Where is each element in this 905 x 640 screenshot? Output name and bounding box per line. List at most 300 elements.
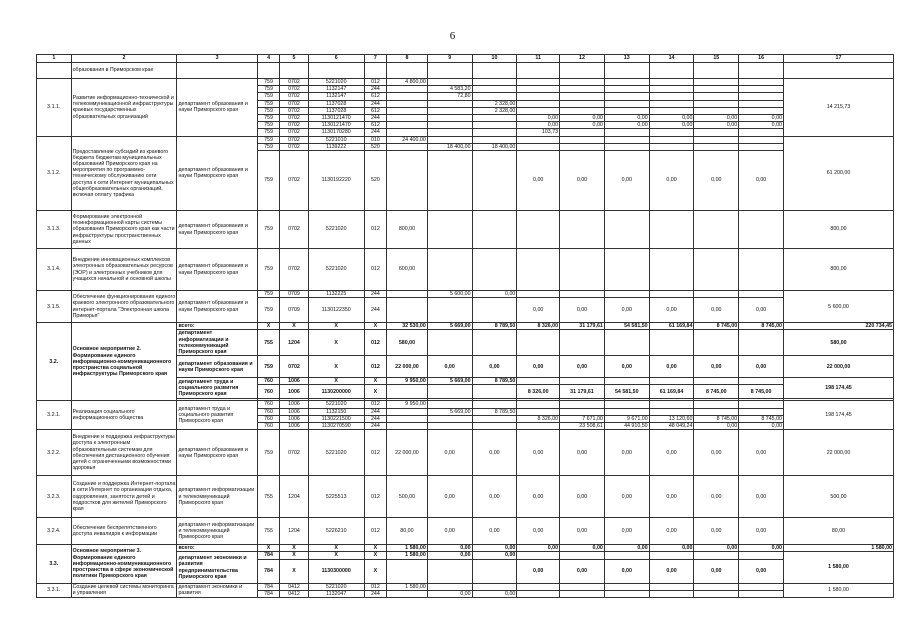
table-cell [739,291,784,298]
table-cell [517,211,560,249]
table-cell [739,408,784,415]
table-cell: 4 583,20 [427,86,472,93]
table-cell: 31 179,61 [560,385,605,399]
table-cell: 0,00 [560,430,605,476]
table-cell: X [364,559,386,583]
table-cell: 244 [364,129,386,136]
table-cell: X [308,323,364,330]
table-cell [387,423,428,430]
table-cell: 1137028 [308,100,364,107]
table-row [37,211,894,249]
table-cell: 759 [257,129,279,136]
table-cell [387,93,428,100]
table-cell: 8 789,50 [472,323,517,330]
table-cell: 600,00 [387,249,428,291]
table-cell: 5221020 [308,583,364,590]
table-cell: 0,00 [517,430,560,476]
table-cell: 0,00 [604,430,649,476]
table-cell: 0,00 [517,559,560,583]
table-cell: 1 580,00 [387,545,428,552]
table-cell: 72,80 [427,93,472,100]
table-cell: департамент образования и науки Приморского края [177,430,257,476]
table-cell [739,107,784,114]
table-cell [604,249,649,291]
table-cell [560,291,605,298]
table-cell [649,583,694,590]
table-cell: 0,00 [604,151,649,211]
table-cell: 0,00 [694,151,739,211]
table-cell: 0,00 [560,151,605,211]
table-cell [517,100,560,107]
table-cell [472,115,517,122]
column-header: 1 [37,55,72,63]
table-cell: Формирование электронной геоинформационной карты системы образования Приморского края как части инфраструктуры пространственных данных [71,211,177,249]
table-cell: 61 200,00 [783,136,893,210]
budget-table [36,54,894,598]
table-cell: 0412 [280,590,308,597]
table-cell: 0,00 [739,518,784,545]
table-cell: 54 581,50 [604,323,649,330]
table-cell: 0,00 [694,559,739,583]
table-cell [739,93,784,100]
table-cell: Предоставление субсидий из краевого бюджета бюджетам муниципальных образований Приморского края на мероприятия по программно-техническому обслуживанию сети доступа к сети Интернет муниципальных общеобразовательных организаций, включая оплату трафика [71,136,177,210]
table-cell: 244 [364,291,386,298]
table-cell: 1204 [280,518,308,545]
table-cell [604,107,649,114]
table-cell [560,211,605,249]
table-cell [517,378,560,385]
table-cell [427,330,472,356]
table-cell: 61 169,84 [649,323,694,330]
table-cell: 5221010 [308,136,364,143]
column-header: 4 [257,55,279,63]
table-cell [604,143,649,150]
table-cell: 0,00 [472,545,517,552]
table-cell [694,86,739,93]
table-cell [694,129,739,136]
table-cell: 1130221500 [308,415,364,422]
table-cell [649,330,694,356]
table-cell [427,211,472,249]
table-cell [739,136,784,143]
table-cell: 0,00 [649,476,694,518]
table-cell [427,129,472,136]
table-cell: 1006 [280,408,308,415]
table-cell: Реализация социального информационного общества [71,401,177,430]
table-cell [739,249,784,291]
table-cell [649,408,694,415]
table-cell [739,583,784,590]
table-cell: 0,00 [517,122,560,129]
table-cell: департамент информатизации и телекоммуникаций Приморского края [177,476,257,518]
table-cell: 759 [257,107,279,114]
table-cell: 0702 [280,211,308,249]
table-cell: 0,00 [517,518,560,545]
table-cell: 0702 [280,122,308,129]
table-cell [387,408,428,415]
table-cell [427,122,472,129]
table-cell: 0,00 [472,552,517,559]
table-cell: 1139222 [308,143,364,150]
table-cell: 14 215,73 [783,79,893,137]
table-cell [604,330,649,356]
table-cell: 5 600,00 [783,291,893,323]
table-cell: 44 910,50 [604,423,649,430]
table-cell [257,63,279,79]
table-cell [472,86,517,93]
table-cell [517,590,560,597]
table-cell: 1006 [280,385,308,399]
table-cell: 54 581,50 [604,385,649,399]
table-cell [517,552,560,559]
table-cell: 0,00 [517,115,560,122]
table-cell: 0709 [280,291,308,298]
table-cell [387,63,428,79]
table-cell: 0702 [280,129,308,136]
table-cell: 3.3. [37,545,72,583]
table-cell: 012 [364,518,386,545]
table-cell: департамент образования и науки Приморского края [177,291,257,323]
table-cell: 0,00 [739,151,784,211]
table-cell: 1 580,00 [783,545,893,552]
table-cell [604,93,649,100]
table-cell: 012 [364,430,386,476]
table-cell: 3.1.3. [37,211,72,249]
table-cell: X [280,552,308,559]
table-cell: 1130170280 [308,129,364,136]
table-cell: 9 950,00 [387,378,428,385]
table-row [37,401,894,408]
table-cell: 3.3.1. [37,583,72,597]
table-cell [649,291,694,298]
table-cell: 755 [257,476,279,518]
table-cell: 759 [257,151,279,211]
table-cell: 18 400,00 [472,143,517,150]
table-cell: департамент экономики и развития предпринимательства Приморского края [177,552,257,583]
table-cell [517,423,560,430]
table-cell [387,385,428,399]
table-cell: 3.2.4. [37,518,72,545]
table-cell: Создание и поддержка Интернет-портала в сети Интернет по организации отдыха, оздоровления, занятости детей и подростков для жителей Приморского края [71,476,177,518]
table-cell: 24 400,00 [387,136,428,143]
table-cell [604,63,649,79]
table-cell: 1204 [280,330,308,356]
table-cell [560,590,605,597]
table-cell: 0,00 [517,151,560,211]
table-cell [649,93,694,100]
table-cell [177,63,257,79]
table-cell [604,552,649,559]
table-cell [649,552,694,559]
table-row [37,291,894,298]
table-cell [427,249,472,291]
table-row [37,476,894,518]
table-cell: 759 [257,143,279,150]
column-header: 16 [739,55,784,63]
table-cell: 2 328,00 [472,100,517,107]
table-cell: 0,00 [604,298,649,323]
table-cell: 5221020 [308,430,364,476]
table-cell: 22 000,00 [387,430,428,476]
column-header: 11 [517,55,560,63]
table-cell: департамент образования и науки Приморского края [177,211,257,249]
table-cell: 0,00 [427,430,472,476]
page-number: 6 [449,30,456,42]
table-cell: 0702 [280,79,308,86]
table-cell: 0,00 [649,151,694,211]
table-cell [694,100,739,107]
table-cell [649,401,694,408]
table-cell: 1006 [280,423,308,430]
table-cell [604,211,649,249]
table-cell: 244 [364,415,386,422]
table-cell: 0,00 [694,545,739,552]
table-cell: 31 179,61 [560,323,605,330]
table-cell [604,79,649,86]
table-cell [739,211,784,249]
table-cell: 244 [364,115,386,122]
table-cell: X [308,356,364,378]
table-cell: 759 [257,79,279,86]
table-cell: 1130121470 [308,122,364,129]
table-cell [560,93,605,100]
table-cell [560,143,605,150]
table-cell [387,100,428,107]
table-cell [472,401,517,408]
table-cell: департамент образования и науки Приморского края [177,356,257,378]
table-cell: 0,00 [649,122,694,129]
column-header: 2 [71,55,177,63]
table-cell: 8 326,00 [517,385,560,399]
table-cell: 1 580,00 [387,583,428,590]
table-cell: 800,00 [387,211,428,249]
table-cell: 1130200000 [308,385,364,399]
table-cell: Развитие информационно-технической и телекоммуникационной инфраструктуры краевых государственных образовательных организаций [71,79,177,137]
table-cell: 3.2.1. [37,401,72,430]
table-cell [427,107,472,114]
table-cell: 580,00 [783,330,893,356]
table-cell [517,107,560,114]
table-cell: 8 745,00 [739,323,784,330]
table-cell [604,291,649,298]
table-cell: 198 174,45 [783,401,893,430]
table-cell: 784 [257,559,279,583]
table-cell [560,401,605,408]
table-row [37,583,894,590]
table-cell: всего: [177,545,257,552]
table-cell [387,590,428,597]
table-cell [694,136,739,143]
table-cell [427,401,472,408]
table-cell [560,378,605,385]
table-cell: 755 [257,330,279,356]
table-cell: 244 [364,590,386,597]
column-header: 5 [280,55,308,63]
table-cell: 61 169,84 [649,385,694,399]
column-header: 8 [387,55,428,63]
table-cell: 18 400,00 [427,143,472,150]
table-row [37,63,894,79]
table-cell: 5 669,00 [427,378,472,385]
table-cell: 0,00 [739,545,784,552]
table-cell: 0,00 [472,476,517,518]
table-cell: 0,00 [739,559,784,583]
table-cell [387,415,428,422]
table-cell: 220 734,45 [783,323,893,330]
table-cell [517,136,560,143]
table-cell [560,552,605,559]
table-cell: 0,00 [427,545,472,552]
table-cell: 244 [364,423,386,430]
table-cell [387,559,428,583]
table-cell: 1006 [280,401,308,408]
column-header: 13 [604,55,649,63]
table-cell [560,408,605,415]
table-cell: 0,00 [739,476,784,518]
table-cell: 0,00 [649,115,694,122]
table-cell: 23 508,61 [560,423,605,430]
table-cell [649,590,694,597]
table-cell: X [280,545,308,552]
table-cell: 0412 [280,583,308,590]
table-cell: 0702 [280,100,308,107]
table-cell [517,63,560,79]
table-cell: 0,00 [560,115,605,122]
table-cell [649,129,694,136]
table-cell: 0,00 [649,430,694,476]
table-cell [427,385,472,399]
table-cell [387,107,428,114]
table-cell: 760 [257,408,279,415]
table-cell [560,583,605,590]
table-cell: 0,00 [649,545,694,552]
table-cell [427,559,472,583]
table-cell: образования в Приморском крае [71,63,177,79]
table-cell: 1130121470 [308,115,364,122]
table-cell [517,86,560,93]
table-cell [739,330,784,356]
table-cell [387,151,428,211]
table-cell: 0702 [280,93,308,100]
table-cell [472,151,517,211]
table-cell [387,129,428,136]
table-cell: 0,00 [427,476,472,518]
table-cell: 0702 [280,249,308,291]
table-cell: 759 [257,249,279,291]
table-cell: департамент образования и науки Приморского края [177,79,257,137]
table-cell: X [364,385,386,399]
table-cell: X [280,323,308,330]
table-cell [472,129,517,136]
table-cell: 784 [257,552,279,559]
table-cell: департамент образования и науки Приморского края [177,249,257,291]
table-cell [739,79,784,86]
table-cell: 244 [364,86,386,93]
table-cell [517,583,560,590]
table-cell [472,63,517,79]
table-cell [472,136,517,143]
table-cell: 1006 [280,378,308,385]
table-cell: 5225513 [308,476,364,518]
table-cell: 0702 [280,136,308,143]
table-cell: 612 [364,107,386,114]
table-cell [739,129,784,136]
table-cell: 13 120,60 [649,415,694,422]
table-cell: 5221020 [308,211,364,249]
table-cell: 80,00 [783,518,893,545]
table-cell [517,401,560,408]
table-cell: 9 950,00 [387,401,428,408]
table-cell: 800,00 [783,211,893,249]
table-cell [37,63,72,79]
table-cell [739,590,784,597]
table-cell [427,423,472,430]
table-cell [783,63,893,79]
table-cell: 0,00 [649,356,694,378]
table-cell: X [308,330,364,356]
table-cell [427,63,472,79]
table-body [37,55,894,598]
table-cell: 012 [364,583,386,590]
table-cell [694,93,739,100]
table-cell: 3.2.3. [37,476,72,518]
table-cell: 48 049,24 [649,423,694,430]
table-cell [387,298,428,323]
table-cell [560,249,605,291]
table-cell: 3.1.1. [37,79,72,137]
table-cell [694,330,739,356]
table-cell: 520 [364,151,386,211]
table-cell [427,79,472,86]
table-cell: X [364,323,386,330]
table-cell: 760 [257,401,279,408]
table-cell: 612 [364,122,386,129]
table-row [37,136,894,143]
table-cell: 012 [364,211,386,249]
table-cell: 22 000,00 [783,356,893,378]
table-cell [472,122,517,129]
table-cell [517,330,560,356]
table-cell: 1 580,00 [783,552,893,583]
table-cell: 0,00 [694,122,739,129]
table-cell [427,100,472,107]
table-cell: 244 [364,408,386,415]
table-cell: 8 789,50 [472,408,517,415]
table-cell: 580,00 [387,330,428,356]
table-cell: 0,00 [604,545,649,552]
table-cell: 8 326,00 [517,415,560,422]
table-cell: X [364,545,386,552]
table-row [37,323,894,330]
table-cell [308,63,364,79]
table-cell: 0,00 [517,356,560,378]
table-cell: 0,00 [517,476,560,518]
column-header: 17 [783,55,893,63]
table-cell: 8 745,00 [739,415,784,422]
table-cell: 0,00 [604,356,649,378]
table-cell: 22 000,00 [783,430,893,476]
table-cell: X [308,378,364,385]
table-cell: 012 [364,476,386,518]
table-cell [694,291,739,298]
table-cell: 0,00 [604,122,649,129]
table-cell: X [280,559,308,583]
table-cell [472,423,517,430]
table-cell [694,107,739,114]
table-cell [472,559,517,583]
table-cell [560,100,605,107]
table-cell: 3.2.2. [37,430,72,476]
